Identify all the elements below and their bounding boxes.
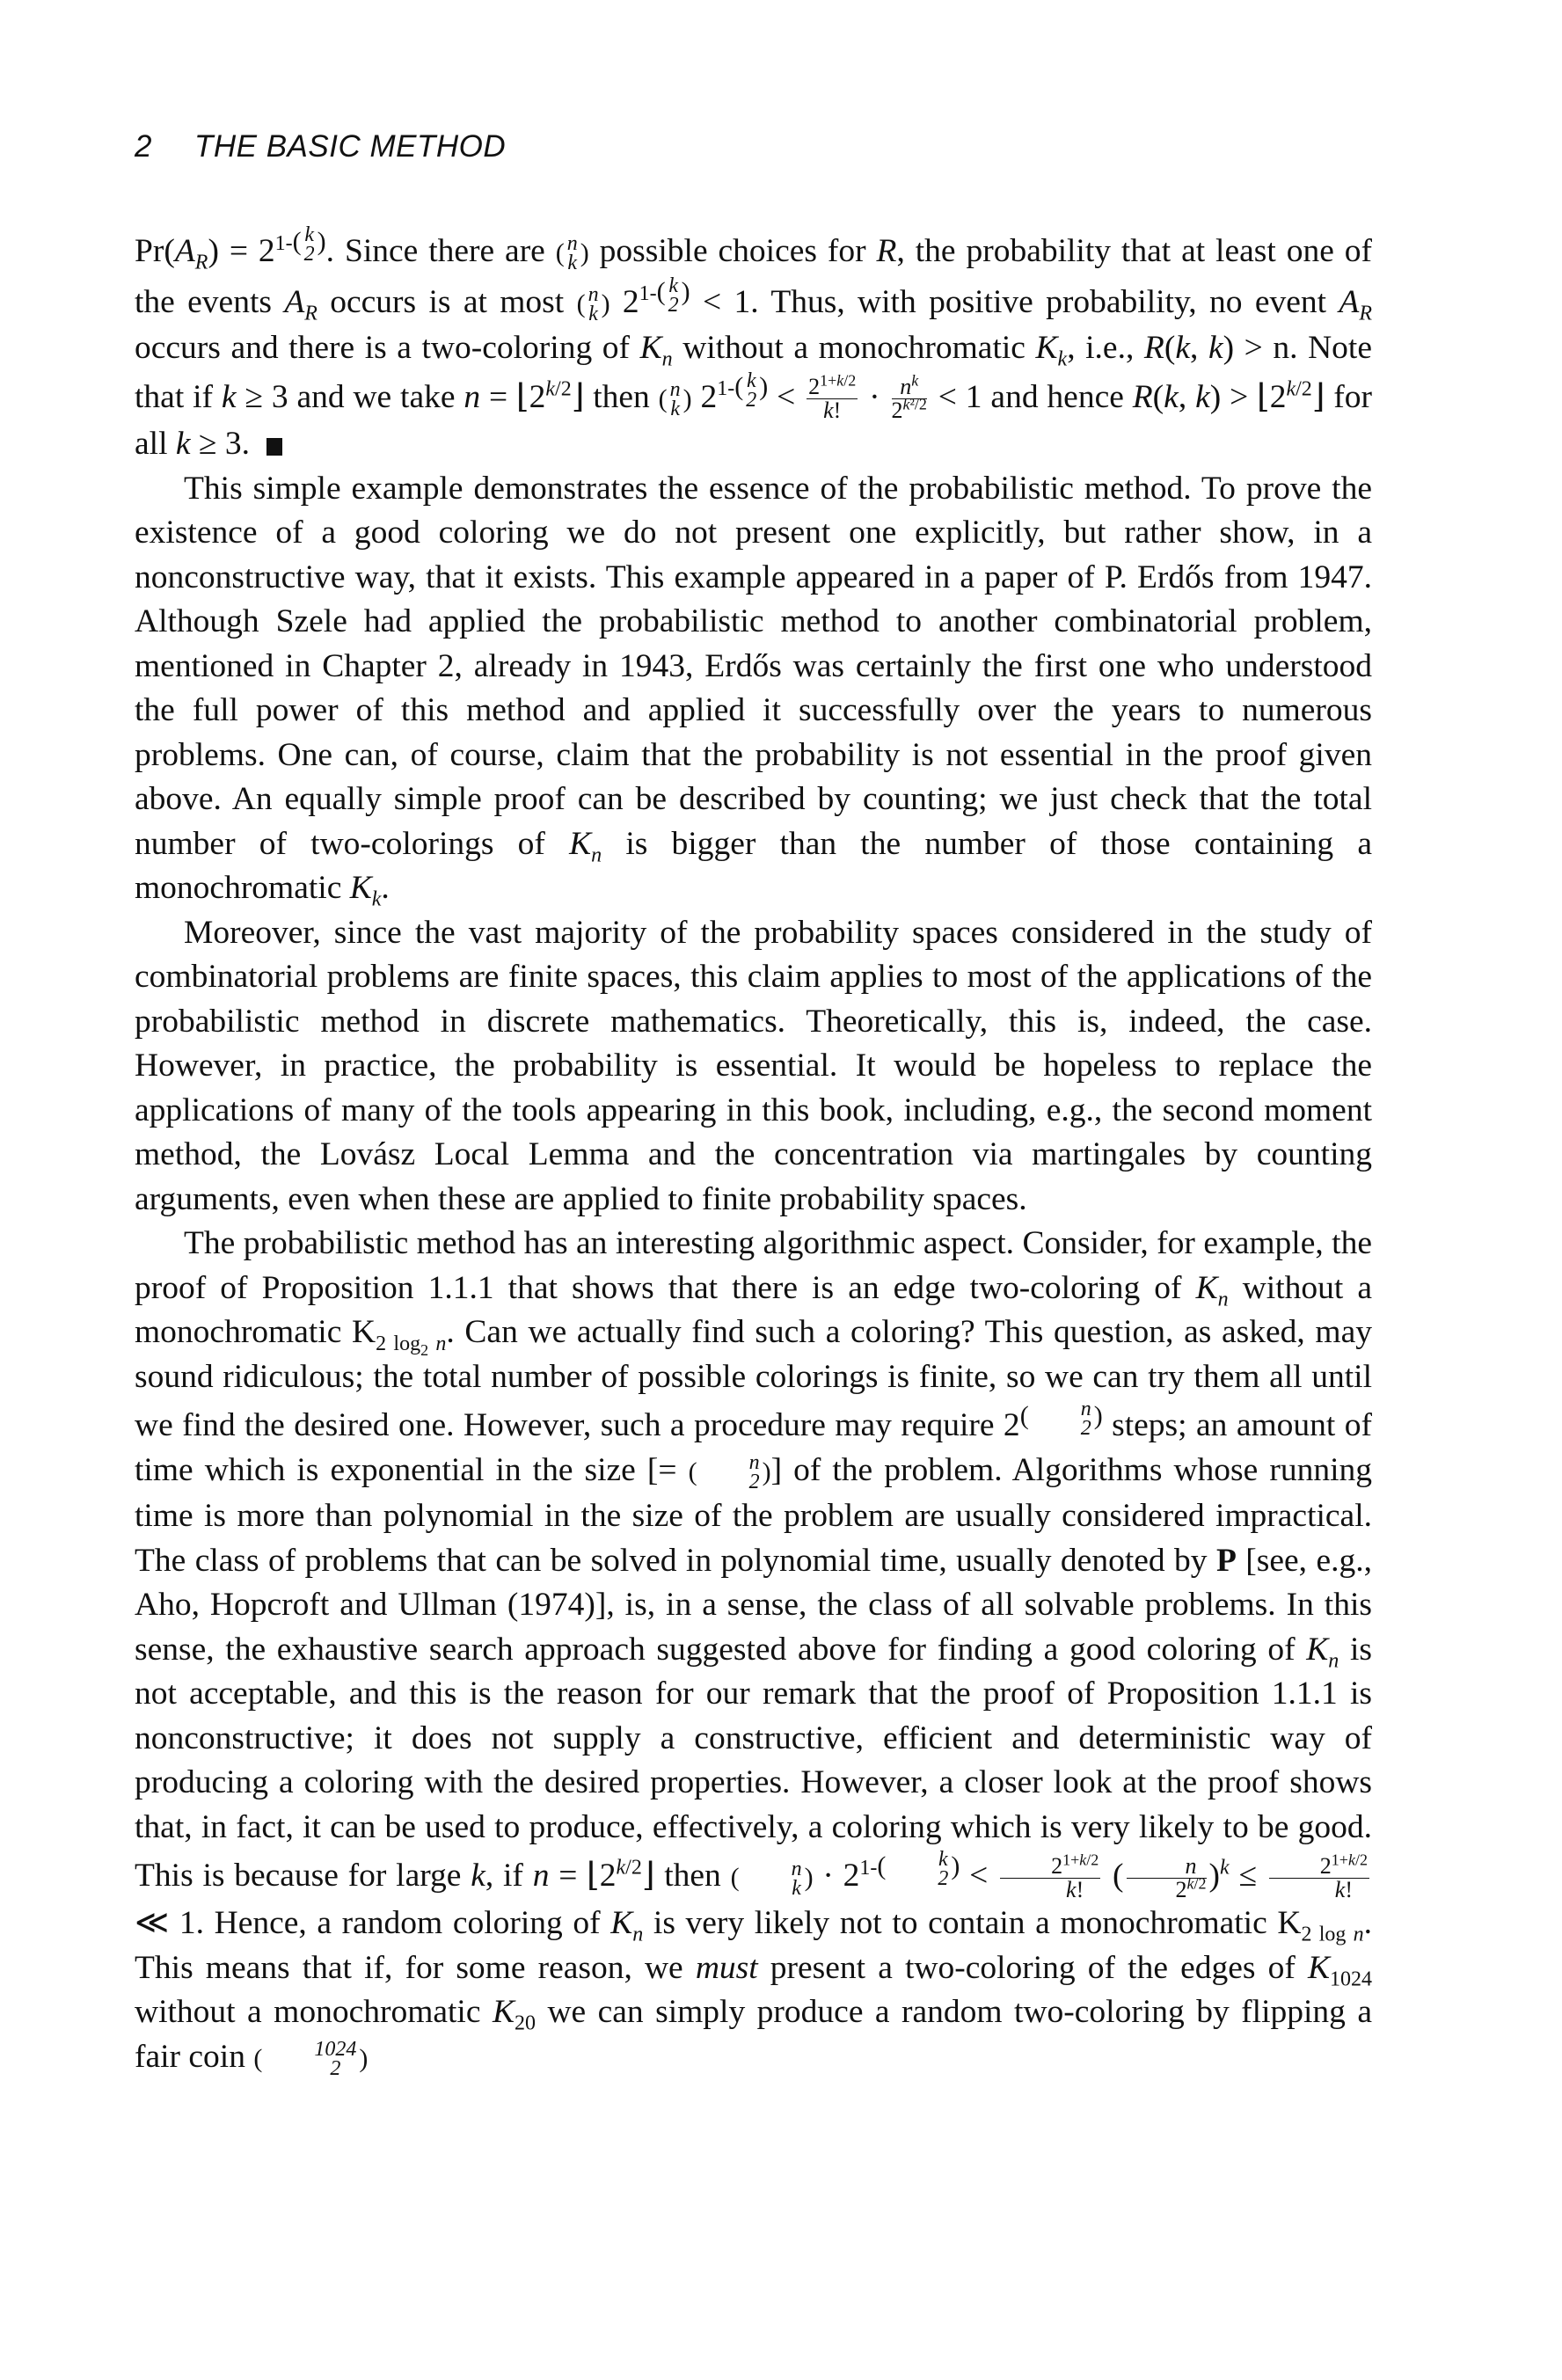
- paragraph-proof-end: $Pr(A_R) = 2^{1-( k 2 )}$. Since there are ( n k ) possible choices for R, the probability that at least one of the events $A_R$ occurs is at most ( n k ) $2^{1-( k 2 )} < 1$. Thus, with positive probability, no event $A_R$ occurs and there is a two-coloring of $K_n$ without a monochromatic $K_k$, i.e., R(k, k) > n. Note that if k ≥ 3 and we take $n = ⌊2^{k/2}⌋$ then ( n k ) $2^{1-( k 2 )}$ < $\frac{2^{1+k/2}}{k!}$ · $\frac{n^k}{2^{k^2/2}}$ < 1 and hence R(k, $k) > ⌊2^{k/2}⌋$ for all k ≥ 3.: [135, 223, 1373, 463]
- paragraph-probabilistic-method: This simple example demonstrates the essence of the probabilistic method. To prove the existence of a good coloring we do not present one explicitly, but rather show, in a nonconstructive way, that it exists. This example appeared in a paper of P. Erdős from 1947. Although Szele had applied the probabilistic method to another combinatorial problem, mentioned in Chapter 2, already in 1943, Erdős was certainly the first one who understood the full power of this method and applied it successfully over the years to numerous problems. One can, of course, claim that the probability is not essential in the proof given above. An equally simple proof can be described by counting; we just check that the total number of two-colorings of $K_n$ is bigger than the number of those containing a monochromatic $K_k$.: [135, 470, 1372, 911]
- body-text: [135, 225, 1372, 2081]
- page-number: 2: [135, 129, 152, 164]
- paragraph-algorithmic-aspect: The probabilistic method has an interesting algorithmic aspect. Consider, for example, the proof of Proposition 1.1.1 that shows that there is an edge two-coloring of $K_n$ without a monochromatic $K_{2 log_2 n}$. Can we actually find such a coloring? This question, as asked, may sound ridiculous; the total number of possible colorings is finite, so we can try them all until we find the desired one. However, such a procedure may require $2^{( n 2 )}$ steps; an amount of time which is exponential in the size [= ( n 2 )] of the problem. Algorithms whose running time is more than polynomial in the size of the problem are usually considered impractical. The class of problems that can be solved in polynomial time, usually denoted by P [see, e.g., Aho, Hopcroft and Ullman (1974)], is, in a sense, the class of all solvable problems. In this sense, the exhaustive search approach suggested above for finding a good coloring of $K_n$ is not acceptable, and this is the reason for our remark that the proof of Proposition 1.1.1 is nonconstructive; it does not supply a constructive, efficient and deterministic way of producing a coloring with the desired properties. However, a closer look at the proof shows that, in fact, it can be used to produce, effectively, a coloring which is very likely to be good. This is because for large k, if $n = ⌊2^{k/2}⌋$ then ( n k ) · $2^{1-( k 2 )}$ < $\frac{2^{1+k/2}}{k!}$ ( $\frac{n}{2^{k/2}}$ )$^k$ ≤ $\frac{2^{1+k/2}}{k!}$ ≪ 1. Hence, a random coloring of $K_n$ is very likely not to contain a monochromatic $K_{2 log n}$. This means that if, for some reason, we must present a two-coloring of the edges of $K_{1024}$ without a monochromatic $K_{20}$ we can simply produce a random two-coloring by flipping a fair coin ( 1024 2 ): [135, 1225, 1373, 2081]
- chapter-title: THE BASIC METHOD: [193, 129, 507, 164]
- paragraph-finite-spaces: Moreover, since the vast majority of the probability spaces considered in the study of combinatorial problems are finite spaces, this claim applies to most of the applications of the probabilistic method in discrete mathematics. Theoretically, this is, indeed, the case. However, in practice, the probability is essential. It would be hopeless to replace the applications of many of the tools appearing in this book, including, e.g., the second moment method, the Lovász Local Lemma and the concentration via martingales by counting arguments, even when these are applied to finite probability spaces.: [135, 914, 1372, 1217]
- running-head: [135, 129, 506, 164]
